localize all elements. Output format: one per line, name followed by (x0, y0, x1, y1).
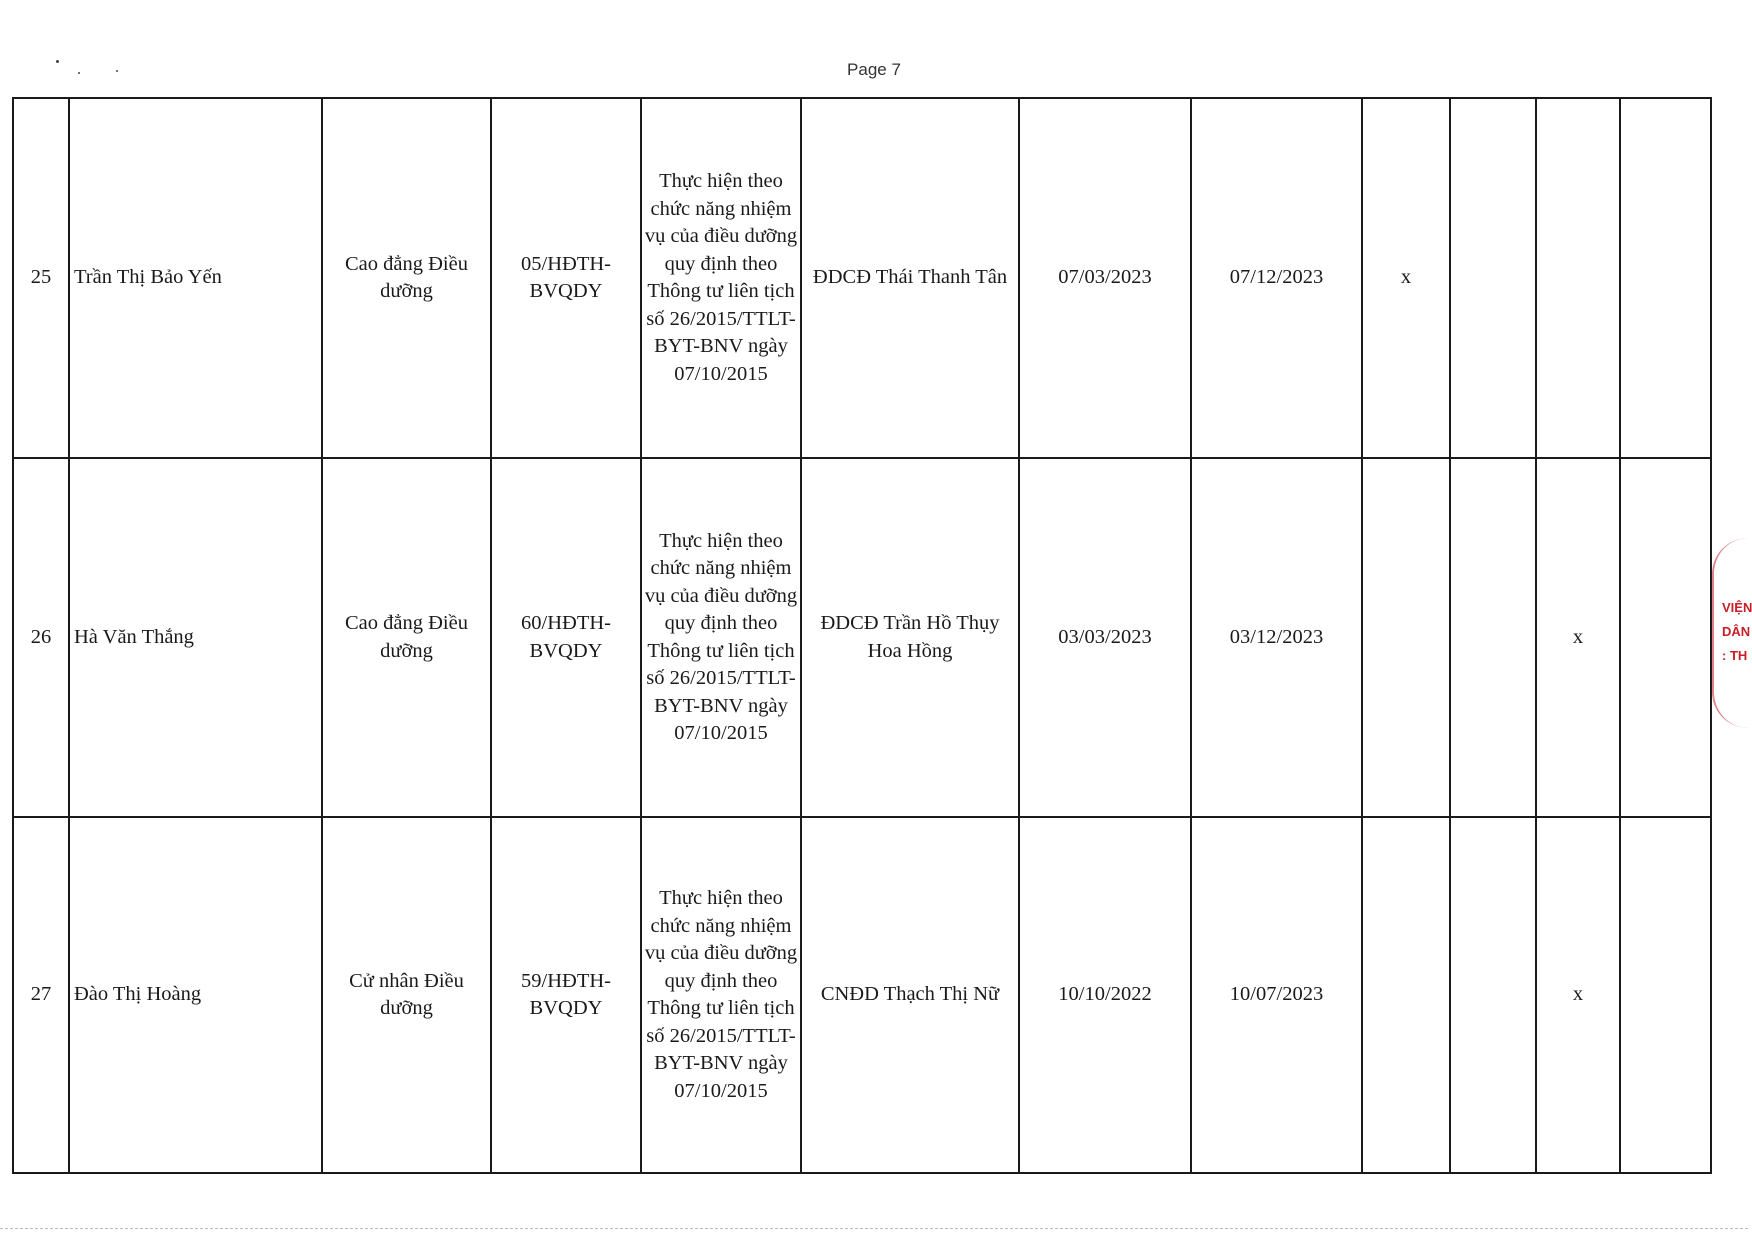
staff-name: Đào Thị Hoàng (69, 817, 322, 1173)
qualification: Cao đẳng Điều dưỡng (322, 98, 491, 458)
mark-cell-2 (1450, 458, 1536, 817)
table-row (13, 458, 1711, 817)
staff-name: Hà Văn Thắng (69, 458, 322, 817)
qualification: Cao đẳng Điều dưỡng (322, 458, 491, 817)
duty-description: Thực hiện theo chức năng nhiệm vụ của điều dưỡng quy định theo Thông tư liên tịch số 26/2015/TTLT-BYT-BNV ngày 07/10/2015 (641, 98, 801, 458)
row-number: 25 (13, 98, 69, 458)
red-stamp-seal (1712, 538, 1752, 728)
qualification: Cử nhân Điều dưỡng (322, 817, 491, 1173)
seal-text-line: : TH (1722, 648, 1748, 663)
staff-name: Trần Thị Bảo Yến (69, 98, 322, 458)
end-date: 07/12/2023 (1191, 98, 1362, 458)
supervisor: CNĐD Thạch Thị Nữ (801, 817, 1019, 1173)
mark-cell-1 (1362, 817, 1450, 1173)
contract-number: 05/HĐTH-BVQDY (491, 98, 641, 458)
supervisor: ĐDCĐ Thái Thanh Tân (801, 98, 1019, 458)
start-date: 10/10/2022 (1019, 817, 1191, 1173)
mark-cell-4 (1620, 98, 1711, 458)
duty-description: Thực hiện theo chức năng nhiệm vụ của điều dưỡng quy định theo Thông tư liên tịch số 26/2015/TTLT-BYT-BNV ngày 07/10/2015 (641, 458, 801, 817)
table-row (13, 817, 1711, 1173)
mark-cell-1: x (1362, 98, 1450, 458)
row-number: 26 (13, 458, 69, 817)
mark-cell-4 (1620, 458, 1711, 817)
contract-number: 59/HĐTH-BVQDY (491, 817, 641, 1173)
duty-description: Thực hiện theo chức năng nhiệm vụ của điều dưỡng quy định theo Thông tư liên tịch số 26/2015/TTLT-BYT-BNV ngày 07/10/2015 (641, 817, 801, 1173)
contract-number: 60/HĐTH-BVQDY (491, 458, 641, 817)
seal-text-line: DÂN (1722, 624, 1751, 639)
table-row (13, 98, 1711, 458)
supervisor: ĐDCĐ Trần Hồ Thụy Hoa Hồng (801, 458, 1019, 817)
mark-cell-3: x (1536, 458, 1620, 817)
scan-specks (56, 54, 136, 84)
page-label: Page 7 (847, 60, 901, 79)
mark-cell-3: x (1536, 817, 1620, 1173)
mark-cell-4 (1620, 817, 1711, 1173)
end-date: 10/07/2023 (1191, 817, 1362, 1173)
staff-record-table (12, 97, 1712, 1174)
mark-cell-3 (1536, 98, 1620, 458)
start-date: 03/03/2023 (1019, 458, 1191, 817)
mark-cell-1 (1362, 458, 1450, 817)
end-date: 03/12/2023 (1191, 458, 1362, 817)
row-number: 27 (13, 817, 69, 1173)
start-date: 07/03/2023 (1019, 98, 1191, 458)
seal-text-line: VIỆN (1722, 600, 1752, 615)
scan-edge-line (0, 1228, 1748, 1231)
mark-cell-2 (1450, 817, 1536, 1173)
mark-cell-2 (1450, 98, 1536, 458)
